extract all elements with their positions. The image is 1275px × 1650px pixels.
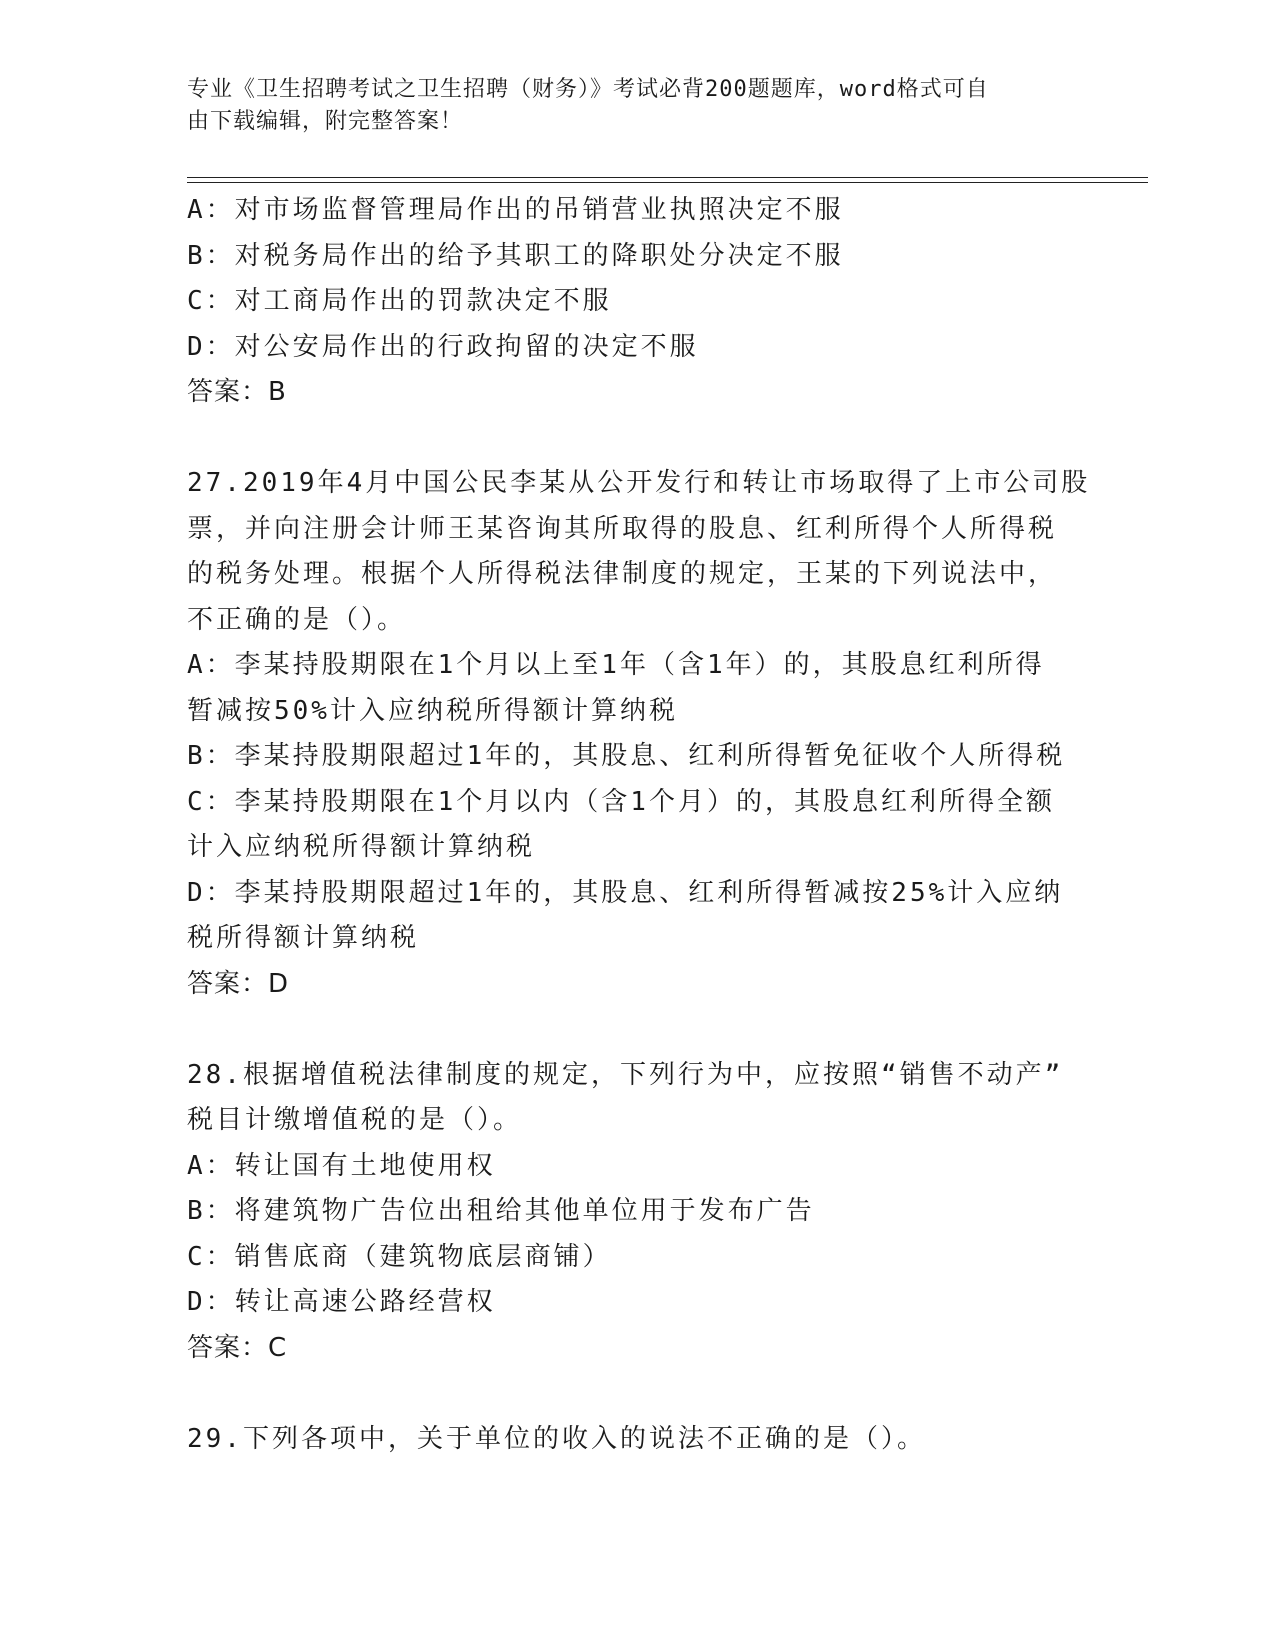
question-26 — [187, 188, 1087, 416]
option-d-continued: 税所得额计算纳税 — [187, 923, 420, 953]
question-27 — [187, 461, 1091, 1007]
option-b: B：将建筑物广告位出租给其他单位用于发布广告 — [187, 1196, 815, 1226]
question-stem-line: 不正确的是（）。 — [187, 604, 407, 635]
header-line-1: 专业《卫生招聘考试之卫生招聘（财务）》考试必背200题题库，word格式可自 — [187, 77, 989, 102]
answer: 答案：B — [187, 377, 287, 407]
spacer — [187, 1371, 1087, 1417]
option-d: D：转让高速公路经营权 — [187, 1287, 496, 1317]
option-a-continued: 暂减按50%计入应纳税所得额计算纳税 — [187, 695, 678, 726]
document-header — [187, 74, 1087, 138]
question-stem-line: 29.下列各项中，关于单位的收入的说法不正确的是（）。 — [187, 1423, 926, 1454]
header-divider — [187, 177, 1148, 183]
question-stem-line: 税目计缴增值税的是（）。 — [187, 1105, 523, 1135]
question-stem-line: 27.2019年4月中国公民李某从公开发行和转让市场取得了上市公司股 — [187, 468, 1091, 498]
answer: 答案：D — [187, 968, 290, 999]
option-d: D：李某持股期限超过1年的，其股息、红利所得暂减按25%计入应纳 — [187, 877, 1064, 908]
answer: 答案：C — [187, 1332, 288, 1363]
option-c-continued: 计入应纳税所得额计算纳税 — [187, 832, 536, 862]
option-b: B：对税务局作出的给予其职工的降职处分决定不服 — [187, 240, 844, 271]
question-stem-line: 票，并向注册会计师王某咨询其所取得的股息、红利所得个人所得税 — [187, 513, 1058, 544]
spacer — [187, 1007, 1087, 1053]
option-a: A：转让国有土地使用权 — [187, 1150, 496, 1181]
question-29 — [187, 1417, 1087, 1463]
spacer — [187, 416, 1087, 462]
option-d: D：对公安局作出的行政拘留的决定不服 — [187, 331, 699, 362]
option-c: C：销售底商（建筑物底层商铺） — [187, 1241, 612, 1272]
option-c: C：对工商局作出的罚款决定不服 — [187, 286, 612, 316]
option-b: B：李某持股期限超过1年的，其股息、红利所得暂免征收个人所得税 — [187, 741, 1066, 771]
document-body — [187, 188, 1091, 1462]
question-stem-line: 的税务处理。根据个人所得税法律制度的规定，王某的下列说法中， — [187, 559, 1058, 589]
question-stem-line: 28.根据增值税法律制度的规定，下列行为中，应按照“销售不动产” — [187, 1059, 1064, 1090]
option-c: C：李某持股期限在1个月以内（含1个月）的，其股息红利所得全额 — [187, 786, 1055, 817]
option-a: A：李某持股期限在1个月以上至1年（含1年）的，其股息红利所得 — [187, 650, 1045, 680]
header-line-2: 由下载编辑，附完整答案！ — [187, 109, 464, 134]
question-28 — [187, 1053, 1087, 1372]
option-a: A：对市场监督管理局作出的吊销营业执照决定不服 — [187, 195, 844, 225]
